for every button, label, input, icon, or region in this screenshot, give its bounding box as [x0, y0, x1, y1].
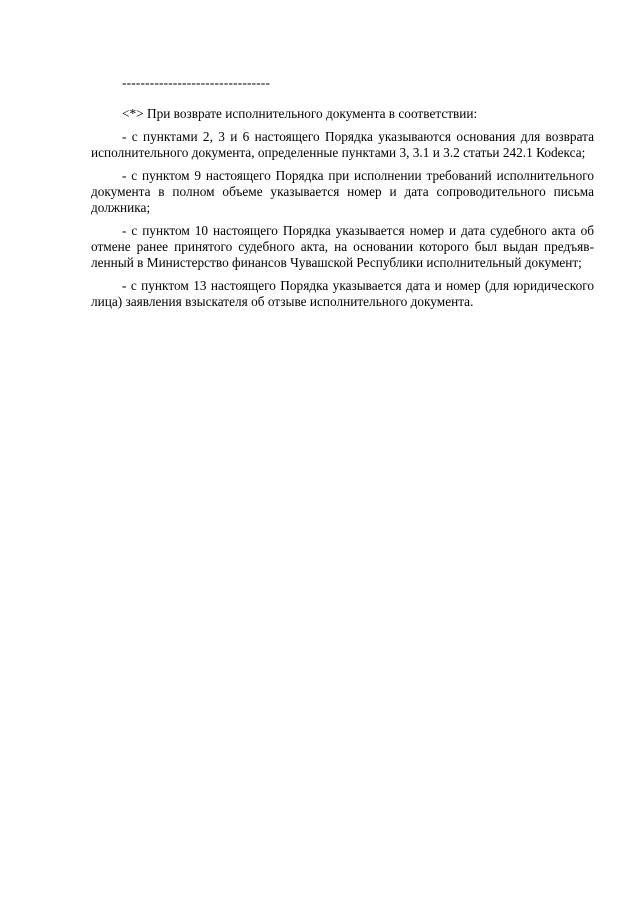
footnote-item-return-13: - с пунктом 13 настоящего Порядка указывается дата и номер (для юридического лица) заявления взыскателя об отзыве исполнительного документа. [91, 278, 594, 309]
footnote-item-return-10: - с пунктом 10 настоящего Порядка указывается номер и дата судебного акта об отмене ранее принятого судебного акта, на основании которого был выдан предъявленный в Министерство финансов Чувашской Республики исполнительный документ; [91, 223, 594, 270]
footnote-item-returns-2-3-6: - с пунктами 2, 3 и 6 настоящего Порядка указываются основания для возврата исполнительного документа, определенные пунктами 3, 3.1 и 3.2 статьи 242.1 Коdекса; [91, 129, 594, 160]
document-page [91, 75, 594, 310]
footnote-item-return-9: - с пунктом 9 настоящего Порядка при исполнении требований исполнительного документа в полном объеме указывается номер и дата сопроводительного письма должника; [91, 168, 594, 215]
footnote-intro: <*> При возврате исполнительного документа в соответствии: [122, 106, 478, 121]
footnote-separator: -------------------------------- [122, 75, 271, 90]
